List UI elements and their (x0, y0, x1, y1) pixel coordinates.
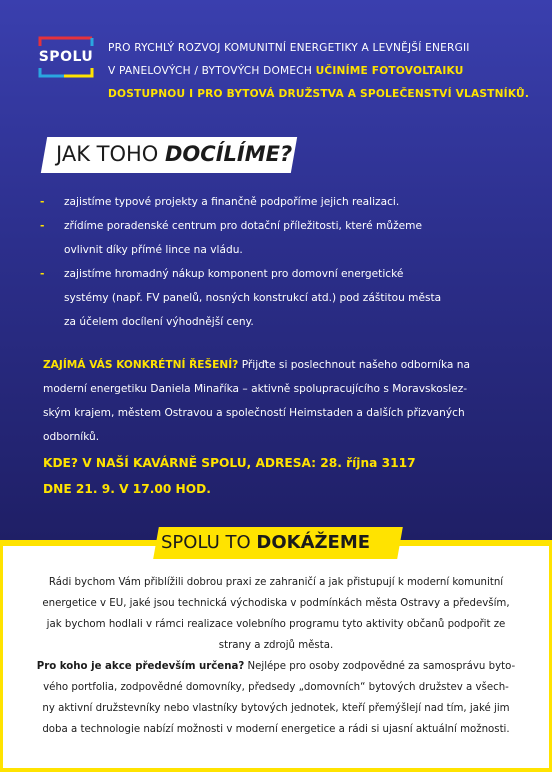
closing-para-2-line (24, 656, 528, 677)
audience-question: Pro koho je akce především určena? (36, 661, 245, 672)
intro-line-2 (108, 60, 538, 83)
intro-line-2-highlight: UČINÍME FOTOVOLTAIKU (315, 65, 464, 77)
list-item (40, 214, 540, 262)
list-bullet: - (40, 268, 45, 280)
closing-title (161, 530, 370, 556)
goals-list (40, 190, 540, 334)
list-item (40, 262, 540, 334)
closing-title-plain: SPOLU TO (161, 532, 257, 553)
invitation-line-4: odborníků. (43, 431, 100, 443)
invitation-paragraph (43, 353, 518, 449)
invitation-line-3: ským krajem, městem Ostravou a společností Heimstaden a dalších přizvaných (43, 407, 465, 419)
closing-text (24, 572, 528, 740)
invitation-line-1-rest: Přijďte si poslechnout našeho odborníka na (238, 359, 470, 371)
closing-title-bold: DOKÁŽEME (256, 532, 371, 553)
intro-line-2-plain: V PANELOVÝCH / BYTOVÝCH DOMECH (108, 65, 316, 77)
closing-para-2-line: doba a technologie nabízí možnosti v moderní energetice a rádi si ujasní aktuální možnosti. (42, 724, 510, 735)
list-item-line: ovlivnit díky přímé lince na vládu. (64, 244, 243, 256)
closing-para-2-rest: Nejlépe pro osoby zodpovědné za samosprávu byto- (244, 661, 516, 672)
event-location: KDE? V NAŠÍ KAVÁRNĚ SPOLU, ADRESA: 28. října 3117 (43, 456, 416, 470)
section-title-bold: DOCÍLÍME? (165, 142, 293, 166)
intro-text (108, 37, 538, 106)
closing-para-1-line: Rádi bychom Vám přiblížili dobrou praxi ze zahraničí a jak přistupují k moderní komunitní (48, 577, 504, 588)
list-item (40, 190, 540, 214)
intro-line-3: DOSTUPNOU I PRO BYTOVÁ DRUŽSTVA A SPOLEČENSTVÍ VLASTNÍKŮ. (108, 88, 530, 100)
closing-para-1-line: jak bychom hodlali v rámci realizace volebního programu tyto aktivity občanů podpořit ze (46, 619, 506, 630)
closing-para-1-line: strany a zdrojů města. (218, 640, 334, 651)
logo-text: SPOLU (38, 49, 94, 65)
list-bullet: - (40, 220, 45, 232)
invitation-highlight: ZAJÍMÁ VÁS KONKRÉTNÍ ŘEŠENÍ? (43, 359, 239, 371)
list-item-line: za účelem docílení výhodnější ceny. (64, 316, 254, 328)
intro-line-1: PRO RYCHLÝ ROZVOJ KOMUNITNÍ ENERGETIKY A LEVNĚJŠÍ ENERGII (108, 42, 470, 54)
list-item-line: systémy (např. FV panelů, nosných konstrukcí atd.) pod záštitou města (64, 292, 442, 304)
list-item-line: zřídíme poradenské centrum pro dotační příležitosti, které můžeme (64, 220, 423, 232)
spolu-logo (38, 36, 94, 78)
invitation-line-1 (43, 353, 518, 377)
list-item-line: zajistíme typové projekty a finančně podpoříme jejich realizaci. (64, 196, 400, 208)
yellow-frame-bottom (0, 768, 552, 772)
closing-para-1-line: energetice v EU, jaké jsou technická východiska v podmínkách města Ostravy a především, (42, 598, 510, 609)
event-details (43, 450, 523, 502)
invitation-line-2: moderní energetiku Daniela Minaříka – aktivně spolupracujícího s Moravskoslez- (43, 383, 468, 395)
section-title (56, 139, 292, 169)
section-title-plain: JAK TOHO (56, 142, 165, 166)
yellow-frame-left (0, 546, 3, 772)
list-bullet: - (40, 196, 45, 208)
list-item-line: zajistíme hromadný nákup komponent pro domovní energetické (64, 268, 404, 280)
event-date-time: DNE 21. 9. V 17.00 HOD. (43, 482, 211, 496)
closing-para-2-line: ny aktivní družstevníky nebo vlastníky bytových jednotek, kteří přemýšlejí nad tím, jaké jim (42, 703, 510, 714)
closing-para-2-line: vého portfolia, zodpovědné domovníky, předsedy „domovních“ bytových družstev a všech- (43, 682, 509, 693)
